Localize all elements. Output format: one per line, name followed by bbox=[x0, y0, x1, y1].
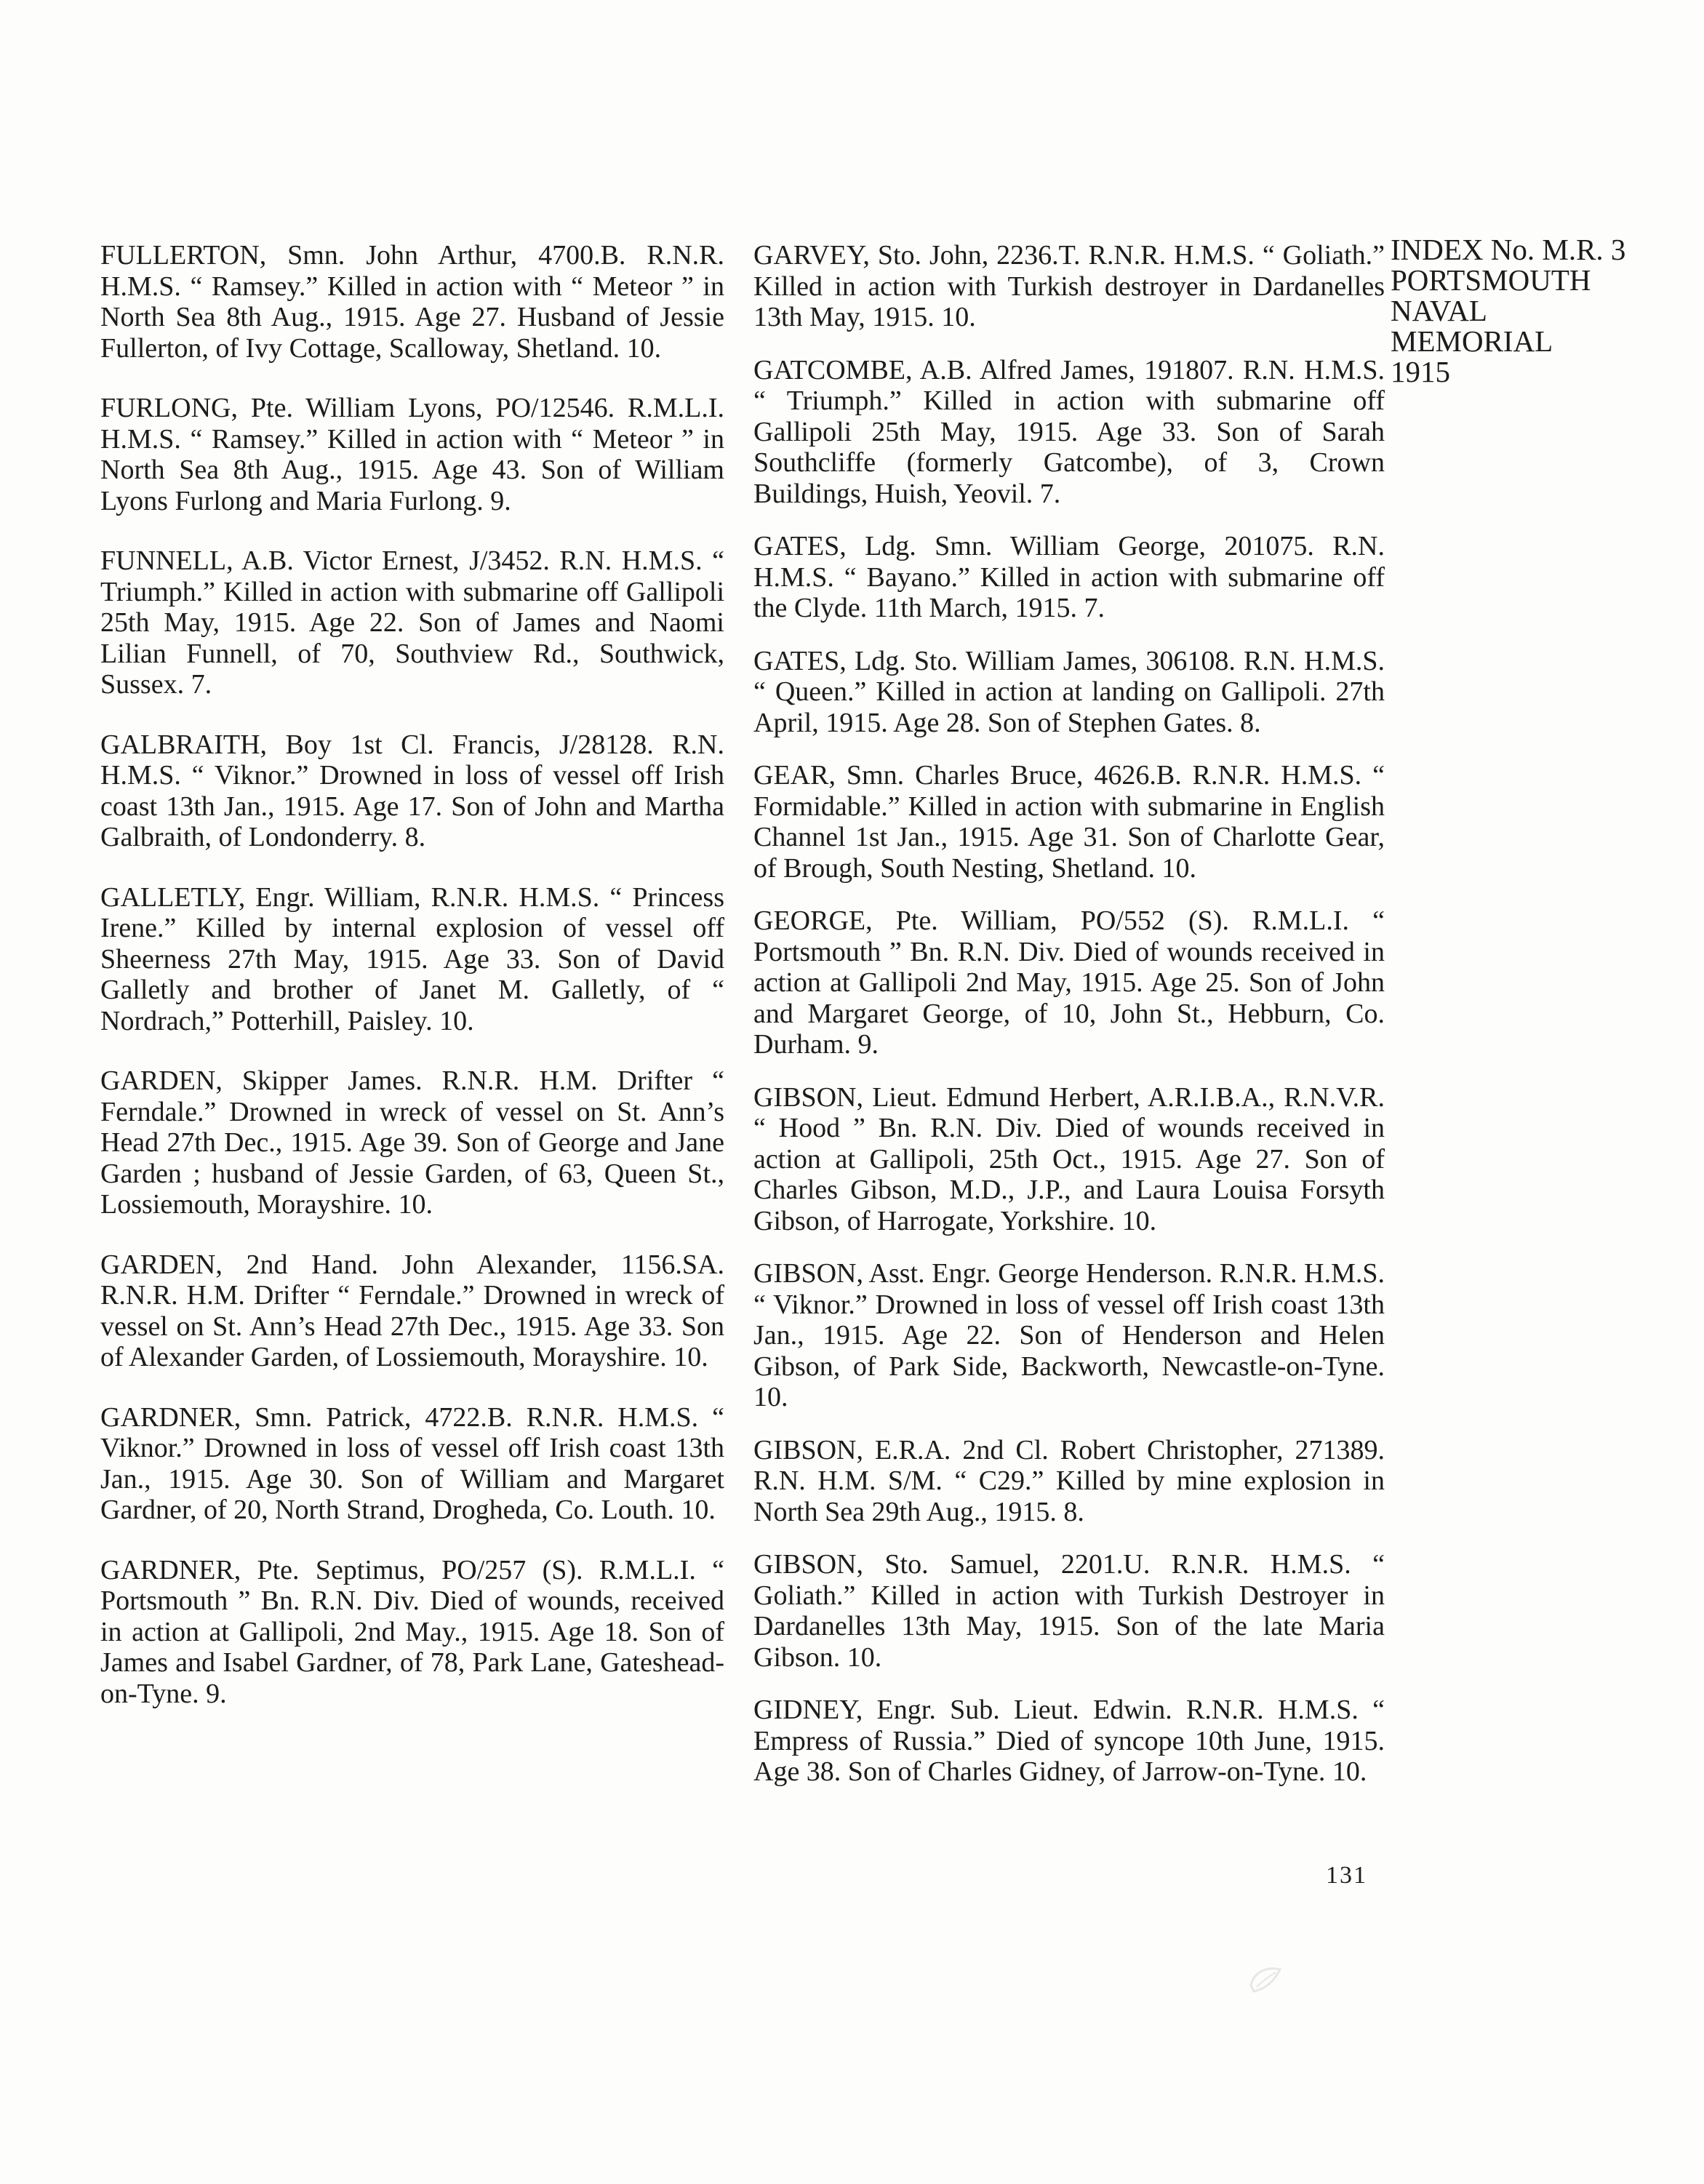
entry-surname: GIDNEY bbox=[753, 1695, 856, 1725]
entry-details: , Smn. Charles Bruce, 4626.B. R.N.R. H.M.S. “ Formidable.” Killed in action with submarine in English Channel 1st Jan., 1915. Age 31. Son of Charlotte Gear, of Brough, South Nesting, Shetland. 10. bbox=[753, 760, 1385, 884]
casualty-entry bbox=[100, 240, 724, 364]
entry-surname: GIBSON bbox=[753, 1434, 857, 1465]
entry-surname: GEAR bbox=[753, 760, 829, 791]
entry-details: , 2nd Hand. John Alexander, 1156.SA. R.N.R. H.M. Drifter “ Ferndale.” Drowned in wreck of vessel on St. Ann’s Head 27th Dec., 1915. Age 33. Son of Alexander Garden, of Lossiemouth, Morayshire. 10. bbox=[100, 1249, 724, 1372]
casualty-entry bbox=[100, 1065, 724, 1220]
entry-surname: GIBSON bbox=[753, 1549, 857, 1580]
entry-details: , A.B. Victor Ernest, J/3452. R.N. H.M.S. “ Triumph.” Killed in action with submarine off Gallipoli 25th May, 1915. Age 22. Son of James and Naomi Lilian Funnell, of 70, Southview Rd., Southwick, Sussex. 7. bbox=[100, 545, 724, 700]
entry-details: , Asst. Engr. George Henderson. R.N.R. H.M.S. “ Viknor.” Drowned in loss of vessel off Irish coast 13th Jan., 1915. Age 22. Son of Henderson and Helen Gibson, of Park Side, Backworth, Newcastle-on-Tyne. 10. bbox=[753, 1258, 1385, 1412]
entry-details: , Pte. William Lyons, PO/12546. R.M.L.I. H.M.S. “ Ramsey.” Killed in action with “ Meteor ” in North Sea 8th Aug., 1915. Age 43. Son of William Lyons Furlong and Maria Furlong. 9. bbox=[100, 393, 724, 516]
entry-details: , Pte. William, PO/552 (S). R.M.L.I. “ Portsmouth ” Bn. R.N. Div. Died of wounds received in action at Gallipoli 2nd May, 1915. Age 25. Son of John and Margaret George, of 10, John St., Hebburn, Co. Durham. 9. bbox=[753, 905, 1385, 1060]
right-column bbox=[753, 240, 1385, 1809]
index-header bbox=[1391, 234, 1696, 387]
casualty-entry bbox=[753, 531, 1385, 624]
entry-details: , Ldg. Sto. William James, 306108. R.N. H.M.S. “ Queen.” Killed in action at landing on Gallipoli. 27th April, 1915. Age 28. Son of Stephen Gates. 8. bbox=[753, 645, 1385, 738]
entry-details: , Engr. Sub. Lieut. Edwin. R.N.R. H.M.S. “ Empress of Russia.” Died of syncope 10th June, 1915. Age 38. Son of Charles Gidney, of Jarrow-on-Tyne. 10. bbox=[753, 1695, 1385, 1787]
entry-details: , Pte. Septimus, PO/257 (S). R.M.L.I. “ Portsmouth ” Bn. R.N. Div. Died of wounds, received in action at Gallipoli, 2nd May., 1915. Age 18. Son of James and Isabel Gardner, of 78, Park Lane, Gateshead-on-Tyne. 9. bbox=[100, 1554, 724, 1709]
casualty-entry bbox=[100, 729, 724, 853]
casualty-entry bbox=[753, 1258, 1385, 1413]
entry-surname: GARVEY bbox=[753, 240, 863, 271]
page-number: 131 bbox=[1326, 1862, 1367, 1889]
memorial-year: 1915 bbox=[1391, 355, 1450, 388]
casualty-entry bbox=[753, 240, 1385, 333]
entry-surname: GATES bbox=[753, 531, 840, 561]
memorial-name-line-3: MEMORIAL bbox=[1391, 324, 1553, 358]
casualty-entry bbox=[100, 1402, 724, 1526]
entry-surname: GARDEN bbox=[100, 1249, 216, 1280]
entry-details: , Boy 1st Cl. Francis, J/28128. R.N. H.M.S. “ Viknor.” Drowned in loss of vessel off Irish coast 13th Jan., 1915. Age 17. Son of John and Martha Galbraith, of Londonderry. 8. bbox=[100, 729, 724, 852]
casualty-entry bbox=[100, 545, 724, 700]
casualty-entry bbox=[753, 1082, 1385, 1237]
casualty-entry bbox=[753, 1435, 1385, 1528]
entry-surname: GARDNER bbox=[100, 1554, 234, 1585]
entry-surname: FURLONG bbox=[100, 393, 231, 423]
entry-surname: GALLETLY bbox=[100, 881, 239, 913]
casualty-entry bbox=[753, 646, 1385, 739]
entry-surname: GIBSON bbox=[753, 1081, 857, 1113]
entry-surname: GARDEN bbox=[100, 1065, 216, 1096]
entry-surname: GATES bbox=[753, 645, 840, 676]
entry-surname: GATCOMBE bbox=[753, 354, 906, 385]
entry-details: , Skipper James. R.N.R. H.M. Drifter “ Ferndale.” Drowned in wreck of vessel on St. Ann’s Head 27th Dec., 1915. Age 39. Son of George and Jane Garden ; husband of Jessie Garden, of 63, Queen St., Lossiemouth, Morayshire. 10. bbox=[100, 1065, 724, 1220]
casualty-entry bbox=[100, 1555, 724, 1710]
casualty-entry bbox=[753, 760, 1385, 884]
casualty-entry bbox=[753, 355, 1385, 510]
entry-surname: GIBSON bbox=[753, 1258, 857, 1289]
entry-details: , A.B. Alfred James, 191807. R.N. H.M.S. “ Triumph.” Killed in action with submarine off Gallipoli 25th May, 1915. Age 33. Son of Sarah Southcliffe (formerly Gatcombe), of 3, Crown Buildings, Huish, Yeovil. 7. bbox=[753, 354, 1385, 509]
casualty-entry bbox=[100, 393, 724, 516]
memorial-name-line-1: PORTSMOUTH bbox=[1391, 263, 1591, 297]
casualty-entry bbox=[753, 1549, 1385, 1673]
entry-details: , Lieut. Edmund Herbert, A.R.I.B.A., R.N.V.R. “ Hood ” Bn. R.N. Div. Died of wounds received in action at Gallipoli, 25th Oct., 1915. Age 27. Son of Charles Gibson, M.D., J.P., and Laura Louisa Forsyth Gibson, of Harrogate, Yorkshire. 10. bbox=[753, 1081, 1385, 1236]
entry-details: , E.R.A. 2nd Cl. Robert Christopher, 271389. R.N. H.M. S/M. “ C29.” Killed by mine explosion in North Sea 29th Aug., 1915. 8. bbox=[753, 1434, 1385, 1527]
entry-surname: GALBRAITH bbox=[100, 729, 260, 760]
entry-details: , Sto. John, 2236.T. R.N.R. H.M.S. “ Goliath.” Killed in action with Turkish destroyer in Dardanelles 13th May, 1915. 10. bbox=[753, 240, 1385, 332]
entry-surname: GEORGE bbox=[753, 905, 866, 936]
casualty-entry bbox=[100, 882, 724, 1037]
entry-details: , Smn. Patrick, 4722.B. R.N.R. H.M.S. “ Viknor.” Drowned in loss of vessel off Irish coast 13th Jan., 1915. Age 30. Son of William and Margaret Gardner, of 20, North Strand, Drogheda, Co. Louth. 10. bbox=[100, 1401, 724, 1525]
casualty-entry bbox=[100, 1249, 724, 1373]
entry-details: , Smn. John Arthur, 4700.B. R.N.R. H.M.S. “ Ramsey.” Killed in action with “ Meteor ” in North Sea 8th Aug., 1915. Age 27. Husband of Jessie Fullerton, of Ivy Cottage, Scalloway, Shetland. 10. bbox=[100, 240, 724, 364]
entry-details: , Ldg. Smn. William George, 201075. R.N. H.M.S. “ Bayano.” Killed in action with submarine off the Clyde. 11th March, 1915. 7. bbox=[753, 531, 1385, 623]
casualty-entry bbox=[753, 1695, 1385, 1788]
faint-embossed-mark-icon bbox=[1247, 1964, 1284, 1996]
left-column bbox=[100, 240, 724, 1738]
casualty-entry bbox=[753, 905, 1385, 1060]
index-number: INDEX No. M.R. 3 bbox=[1391, 233, 1626, 266]
entry-surname: GARDNER bbox=[100, 1401, 234, 1433]
entry-details: , Engr. William, R.N.R. H.M.S. “ Princess Irene.” Killed by internal explosion of vessel off Sheerness 27th May, 1915. Age 33. Son of David Galletly and brother of Janet M. Galletly, of “ Nordrach,” Potterhill, Paisley. 10. bbox=[100, 881, 724, 1036]
entry-surname: FULLERTON bbox=[100, 240, 260, 271]
entry-details: , Sto. Samuel, 2201.U. R.N.R. H.M.S. “ Goliath.” Killed in action with Turkish Destroyer in Dardanelles 13th May, 1915. Son of the late Maria Gibson. 10. bbox=[753, 1549, 1385, 1673]
memorial-name-line-2: NAVAL bbox=[1391, 294, 1487, 327]
entry-surname: FUNNELL bbox=[100, 545, 227, 576]
